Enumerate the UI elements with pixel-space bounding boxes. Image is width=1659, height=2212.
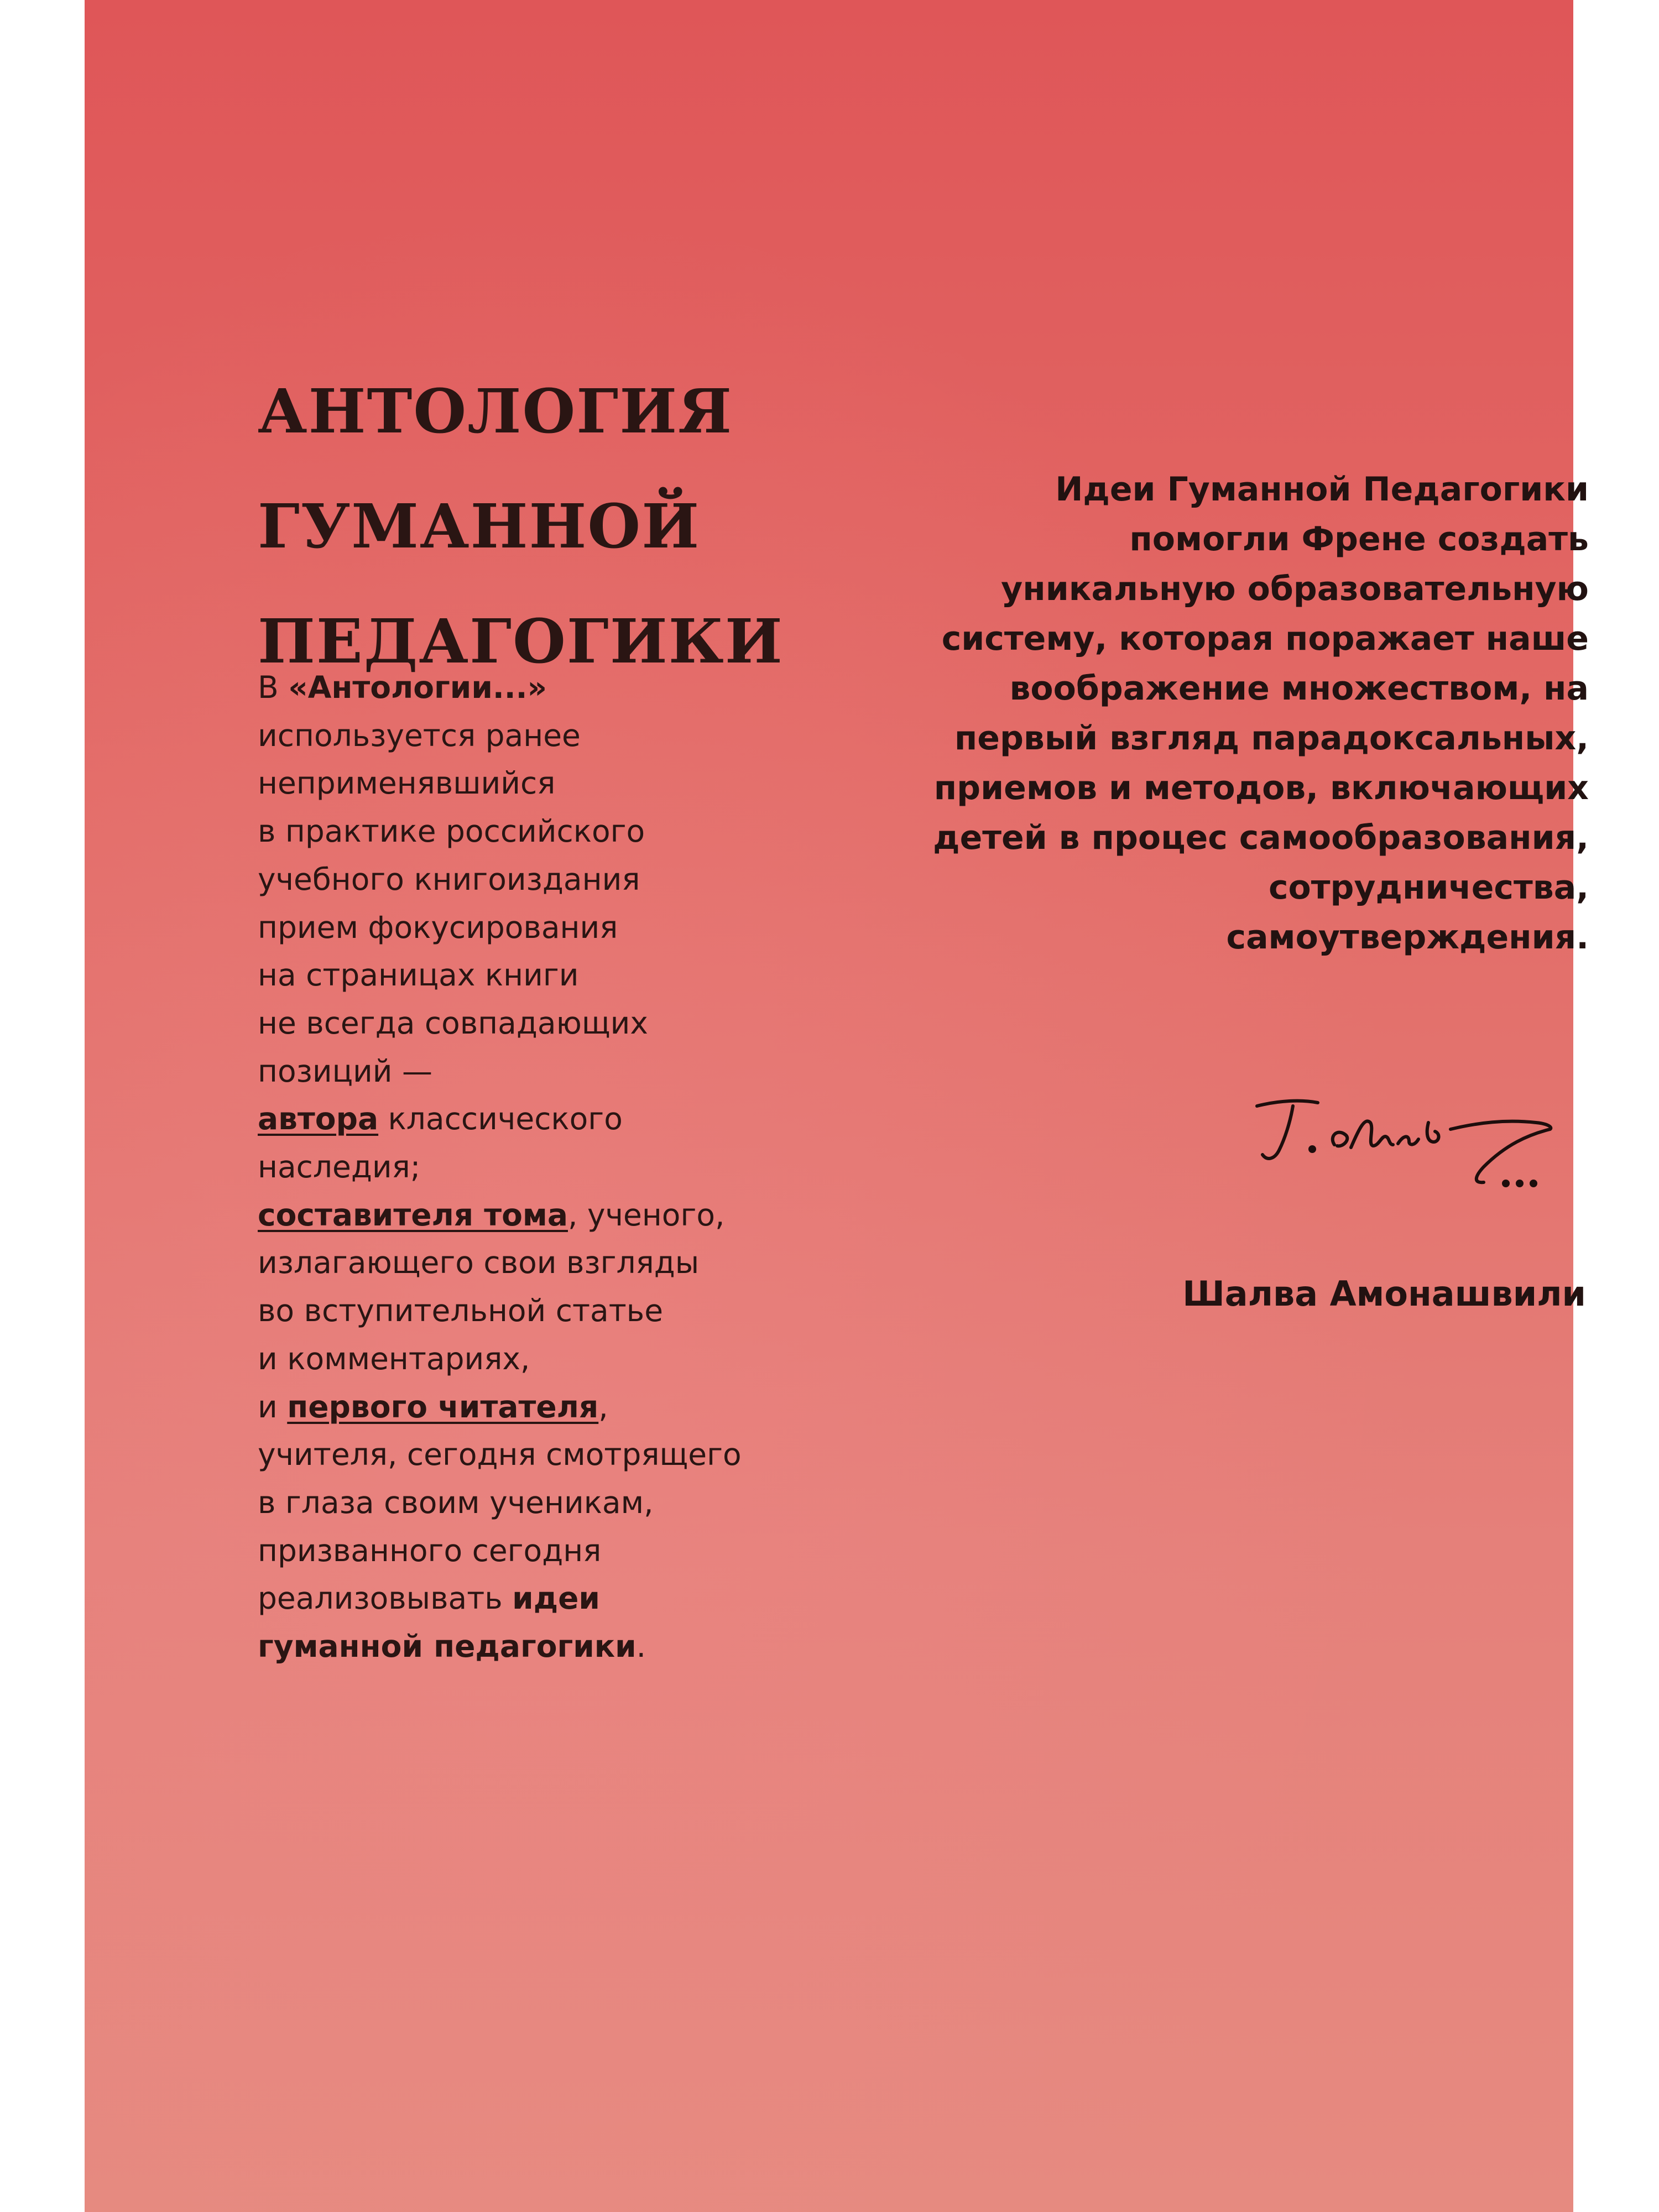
description-line: во вступительной статье xyxy=(258,1293,664,1329)
quote-line: детей в процес самообразования, xyxy=(933,818,1589,857)
compiler-emphasis: составителя тома xyxy=(258,1197,568,1233)
description-line: призванного сегодня xyxy=(258,1532,602,1568)
quote-line: воображение множеством, на xyxy=(1009,669,1589,708)
author-emphasis: автора xyxy=(258,1101,379,1137)
quote-line: приемов и методов, включающих xyxy=(933,769,1589,807)
title-line-2: ГУМАННОЙ xyxy=(258,491,701,562)
description-line: наследия; xyxy=(258,1149,421,1185)
quote-line: Идеи Гуманной Педагогики xyxy=(1055,470,1589,509)
author-name: Шалва Амонашвили xyxy=(1182,1274,1586,1314)
book-title xyxy=(258,354,811,699)
anthology-emphasis: «Антологии...» xyxy=(288,670,547,705)
description-line xyxy=(258,1574,811,1623)
description-text: . xyxy=(636,1629,646,1665)
quote-line: сотрудничества, xyxy=(1268,868,1589,907)
quote-line: систему, которая поражает наше xyxy=(941,619,1589,658)
description-line xyxy=(258,1095,811,1143)
freinet-quote xyxy=(820,465,1589,962)
description-line: на страницах книги xyxy=(258,957,579,993)
description-line xyxy=(258,1383,811,1431)
description-line: в практике российского xyxy=(258,813,645,849)
first-reader-emphasis: первого читателя xyxy=(287,1389,599,1425)
description-line: позиций — xyxy=(258,1053,433,1089)
description-text: и xyxy=(258,1389,288,1425)
quote-line: первый взгляд парадоксальных, xyxy=(954,719,1589,758)
description-line: излагающего свои взгляды xyxy=(258,1245,700,1281)
description-text: , ученого, xyxy=(567,1197,725,1233)
quote-line: уникальную образовательную xyxy=(1001,570,1589,608)
description-line: и комментариях, xyxy=(258,1340,530,1376)
anthology-description xyxy=(258,664,811,1671)
description-line: учителя, сегодня смотрящего xyxy=(258,1437,742,1473)
description-text: реализовывать xyxy=(258,1580,513,1616)
description-line: прием фокусирования xyxy=(258,909,618,945)
humane-pedagogy-emphasis: гуманной педагогики xyxy=(258,1629,637,1665)
handwritten-signature-icon xyxy=(1240,1084,1583,1228)
description-text: В xyxy=(258,670,289,705)
title-line-1: АНТОЛОГИЯ xyxy=(258,375,733,447)
description-line: в глаза своим ученикам, xyxy=(258,1484,654,1520)
description-text: , xyxy=(598,1389,608,1425)
quote-line: помогли Френе создать xyxy=(1129,520,1589,559)
book-back-cover xyxy=(85,0,1589,2212)
description-line: не всегда совпадающих xyxy=(258,1005,648,1041)
quote-line: самоутверждения. xyxy=(1226,918,1589,957)
description-line: учебного книгоиздания xyxy=(258,861,640,897)
description-line xyxy=(258,1191,811,1239)
description-line xyxy=(258,1623,811,1671)
description-line: используется ранее xyxy=(258,717,581,753)
title-line-3: ПЕДАГОГИКИ xyxy=(258,606,784,677)
description-text: классического xyxy=(378,1101,623,1137)
description-line xyxy=(258,664,811,712)
ideas-emphasis: идеи xyxy=(512,1580,600,1616)
description-line: неприменявшийся xyxy=(258,765,556,801)
